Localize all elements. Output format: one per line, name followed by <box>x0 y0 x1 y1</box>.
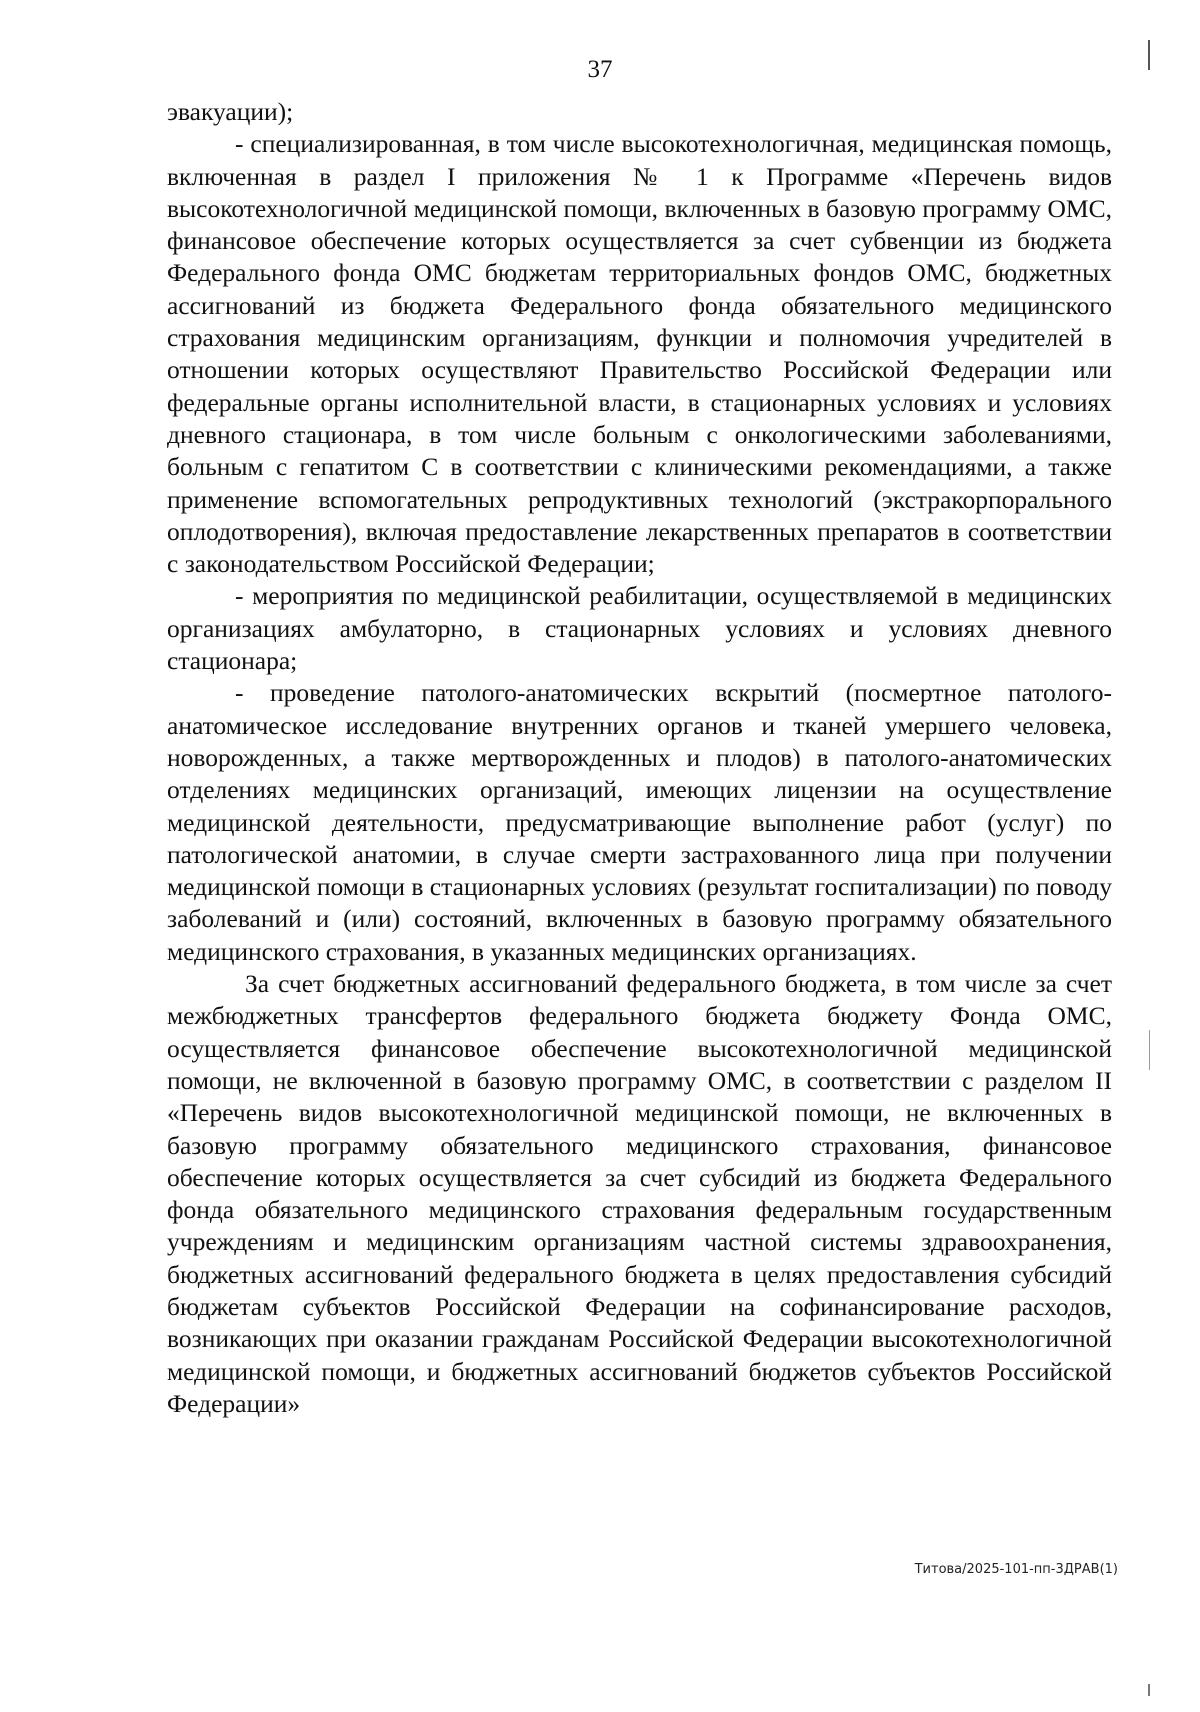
document-footer-code: Титова/2025-101-пп-3ДРАВ(1) <box>914 1562 1118 1577</box>
scan-edge-mark-top <box>1148 40 1150 70</box>
page-number: 37 <box>587 56 613 83</box>
paragraph-specialized-care: - специализированная, в том числе высокотехнологичная, медицинская помощь, включенная в раздел I приложения № 1 к Программе «Перечень видов высокотехнологичной медицинской помощи, включенных в базовую программу ОМС, финансовое обеспечение которых осуществляется за счет субвенции из бюджета Федерального фонда ОМС бюджетам территориальных фондов ОМС, бюджетных ассигнований из бюджета Федерального фонда обязательного медицинского страхования медицинским организациям, функции и полномочия учредителей в отношении которых осуществляют Правительство Российской Федерации или федеральные органы исполнительной власти, в стационарных условиях и условиях дневного стационара, в том числе больным с онкологическими заболеваниями, больным с гепатитом С в соответствии с клиническими рекомендациями, а также применение вспомогательных репродуктивных технологий (экстракорпорального оплодотворения), включая предоставление лекарственных препаратов в соответствии с законодательством Российской Федерации; <box>167 129 1112 579</box>
scan-edge-mark-bottom <box>1148 1684 1150 1696</box>
paragraph-continuation: эвакуации); <box>167 97 294 126</box>
document-body <box>167 96 1112 1420</box>
paragraph-autopsies: - проведение патолого-анатомических вскрытий (посмертное патолого-анатомическое исследование внутренних органов и тканей умершего человека, новорожденных, а также мертворожденных и плодов) в патолого-анатомических отделениях медицинских организаций, имеющих лицензии на осуществление медицинской деятельности, предусматривающие выполнение работ (услуг) по патологической анатомии, в случае смерти застрахованного лица при получении медицинской помощи в стационарных условиях (результат госпитализации) по поводу заболеваний и (или) состояний, включенных в базовую программу обязательного медицинского страхования, в указанных медицинских организациях. <box>167 678 1112 966</box>
scan-edge-mark-middle <box>1149 1030 1150 1070</box>
paragraph-federal-budget: За счет бюджетных ассигнований федерального бюджета, в том числе за счет межбюджетных трансфертов федерального бюджета бюджету Фонда ОМС, осуществляется финансовое обеспечение высокотехнологичной медицинской помощи, не включенной в базовую программу ОМС, в соответствии с разделом II «Перечень видов высокотехнологичной медицинской помощи, не включенных в базовую программу обязательного медицинского страхования, финансовое обеспечение которых осуществляется за счет субсидий из бюджета Федерального фонда обязательного медицинского страхования федеральным государственным учреждениям и медицинским организациям частной системы здравоохранения, бюджетных ассигнований федерального бюджета в целях предоставления субсидий бюджетам субъектов Российской Федерации на софинансирование расходов, возникающих при оказании гражданам Российской Федерации высокотехнологичной медицинской помощи, и бюджетных ассигнований бюджетов субъектов Российской Федерации» <box>167 969 1112 1418</box>
paragraph-rehabilitation: - мероприятия по медицинской реабилитации, осуществляемой в медицинских организациях амбулаторно, в стационарных условиях и условиях дневного стационара; <box>167 581 1112 676</box>
